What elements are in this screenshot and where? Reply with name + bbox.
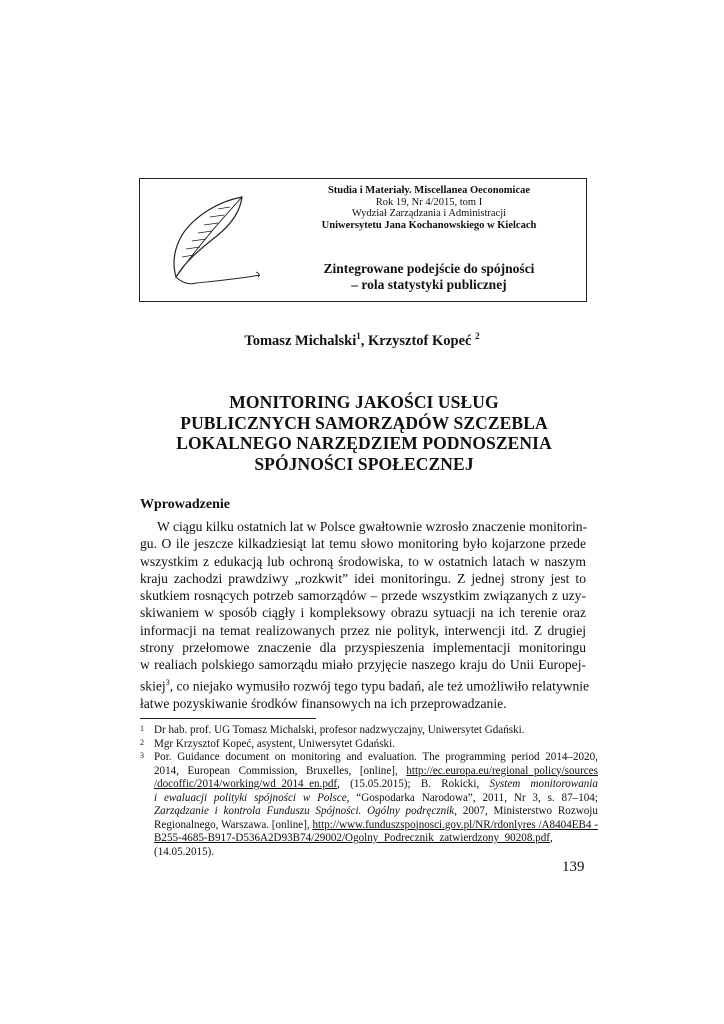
footnote-ref[interactable]: 2 bbox=[475, 331, 480, 341]
text-line: w realiach polskiego samorządu miało przyjęcie naszego kraju do Unii Europej- bbox=[140, 657, 586, 673]
footnote-divider bbox=[140, 718, 316, 719]
title-line: MONITORING JAKOŚCI USŁUG bbox=[229, 392, 499, 412]
footnote-text bbox=[154, 751, 598, 859]
footnote-line bbox=[154, 792, 598, 806]
text-line: strony przełomowe znaczenie dla przyspieszenia implementacji monitoringu bbox=[140, 640, 586, 656]
footnote-line bbox=[154, 765, 598, 779]
title-line: PUBLICZNYCH SAMORZĄDÓW SZCZEBLA bbox=[180, 412, 548, 433]
author-separator: , bbox=[360, 332, 368, 349]
text-line: gu. O ile jeszcze kilkadziesiąt lat temu słowo monitoring było kojarzone przede bbox=[140, 536, 586, 552]
footnote-text: Mgr Krzysztof Kopeć, asystent, Uniwersytet Gdański. bbox=[154, 737, 395, 750]
footnote-link[interactable]: http://www.funduszspojnosci.gov.pl/NR/rdonlyres /A8404EB4 - bbox=[312, 818, 598, 831]
footnote-number: 1 bbox=[140, 724, 144, 733]
text-line: skutkiem rosnących potrzeb samorządów – przede wszystkim związanych z uzy- bbox=[140, 588, 586, 604]
text-line bbox=[140, 674, 590, 695]
footnote-line: Por. Guidance document on monitoring and evaluation. The programming period 2014–2020, bbox=[154, 751, 598, 763]
text-segment: Zarządzanie i kontrola Funduszu Spójności. Ogólny podręcznik bbox=[154, 805, 455, 817]
footnote-ref[interactable]: 3 bbox=[165, 677, 170, 687]
text-segment: , 2007, Ministerstwo Rozwoju bbox=[454, 805, 598, 817]
text-segment: i ewaluacji polityki spójności w Polsce bbox=[154, 791, 347, 804]
footnote-number: 2 bbox=[140, 737, 144, 747]
issue-theme-line: Zintegrowane podejście do spójności bbox=[323, 261, 535, 276]
text-line: W ciągu kilku ostatnich lat w Polsce gwałtownie wzrosło znaczenie monitorin- bbox=[157, 519, 588, 534]
text-line: wszystkim z edukacją lub ochroną środowiska, to w ostatnich latach w naszym bbox=[140, 553, 586, 569]
text-segment: , “Gospodarka Narodowa”, 2011, Nr 3, s. 87–104; bbox=[346, 791, 598, 804]
section-heading: Wprowadzenie bbox=[140, 497, 230, 512]
footnote-line bbox=[154, 805, 598, 819]
text-line: kraju zachodzi prawdziwy „rozkwit” idei monitoringu. Z jednej strony jest to bbox=[140, 570, 586, 586]
footnote-text: Dr hab. prof. UG Tomasz Michalski, profesor nadzwyczajny, Uniwersytet Gdański. bbox=[154, 724, 525, 736]
issue-theme-line: – rola statystyki publicznej bbox=[351, 277, 507, 292]
page-number: 139 bbox=[562, 859, 585, 875]
journal-title: Studia i Materiały. Miscellanea Oeconomicae bbox=[327, 185, 531, 196]
footnote-link[interactable]: /docoffic/2014/working/wd_2014_en.pdf bbox=[154, 778, 338, 790]
footnote-line: (14.05.2015). bbox=[154, 845, 215, 858]
author-name: Krzysztof Kopeć bbox=[368, 332, 472, 349]
journal-header-box bbox=[139, 178, 587, 302]
issue-theme bbox=[280, 261, 578, 293]
author-name: Tomasz Michalski bbox=[244, 332, 357, 349]
text-segment: System monitorowania bbox=[489, 778, 598, 790]
footnotes bbox=[140, 724, 598, 859]
body-paragraph bbox=[140, 518, 590, 712]
footnote bbox=[140, 751, 598, 859]
footnote-line bbox=[154, 778, 598, 792]
journal-faculty: Wydział Zarządzania i Administracji bbox=[351, 208, 507, 219]
text-line: łatwe pozyskiwanie środków finansowych na ich przeprowadzanie. bbox=[140, 695, 507, 711]
footnote-link[interactable]: B255-4685-B917-D536A2D93B74/29002/Ogolny_Podrecznik_zatwierdzony_90208.pdf bbox=[154, 832, 550, 844]
text-segment: 2014, European Commission, Bruxelles, [online], bbox=[154, 764, 407, 777]
footnote-ref[interactable]: 1 bbox=[356, 331, 361, 341]
footnote bbox=[140, 738, 586, 752]
footnote-line bbox=[154, 819, 598, 833]
text-line: skiwaniem w sposób ciągły i kompleksowy obrazu sytuacji na ich terenie oraz bbox=[140, 605, 586, 621]
journal-issue: Rok 19, Nr 4/2015, tom I bbox=[375, 196, 483, 208]
footnote-line bbox=[154, 832, 598, 846]
text-segment: Regionalnego, Warszawa. [online], bbox=[154, 818, 313, 831]
journal-info bbox=[280, 185, 578, 231]
footnote-number: 3 bbox=[140, 751, 144, 760]
text-segment: , co niejako wymusiło rozwój tego typu badań, ale też umożliwiło relatywnie bbox=[169, 678, 590, 694]
text-segment: , bbox=[549, 832, 553, 844]
footnote-link[interactable]: http://ec.europa.eu/regional_policy/sources bbox=[406, 764, 598, 777]
text-segment: , (15.05.2015); B. Rokicki, bbox=[337, 778, 490, 790]
text-line: informacji na temat realizowanych przez nie polityk, interwencji itd. Z drugiej bbox=[140, 622, 586, 638]
text-segment: skiej bbox=[140, 678, 166, 694]
journal-university: Uniwersytetu Jana Kochanowskiego w Kielcach bbox=[321, 219, 537, 231]
paper-title bbox=[140, 392, 588, 474]
authors-line bbox=[0, 331, 724, 350]
title-line: SPÓJNOŚCI SPOŁECZNEJ bbox=[254, 453, 474, 474]
title-line: LOKALNEGO NARZĘDZIEM PODNOSZENIA bbox=[176, 433, 552, 453]
footnote bbox=[140, 724, 586, 738]
quill-pen-icon bbox=[160, 191, 270, 291]
